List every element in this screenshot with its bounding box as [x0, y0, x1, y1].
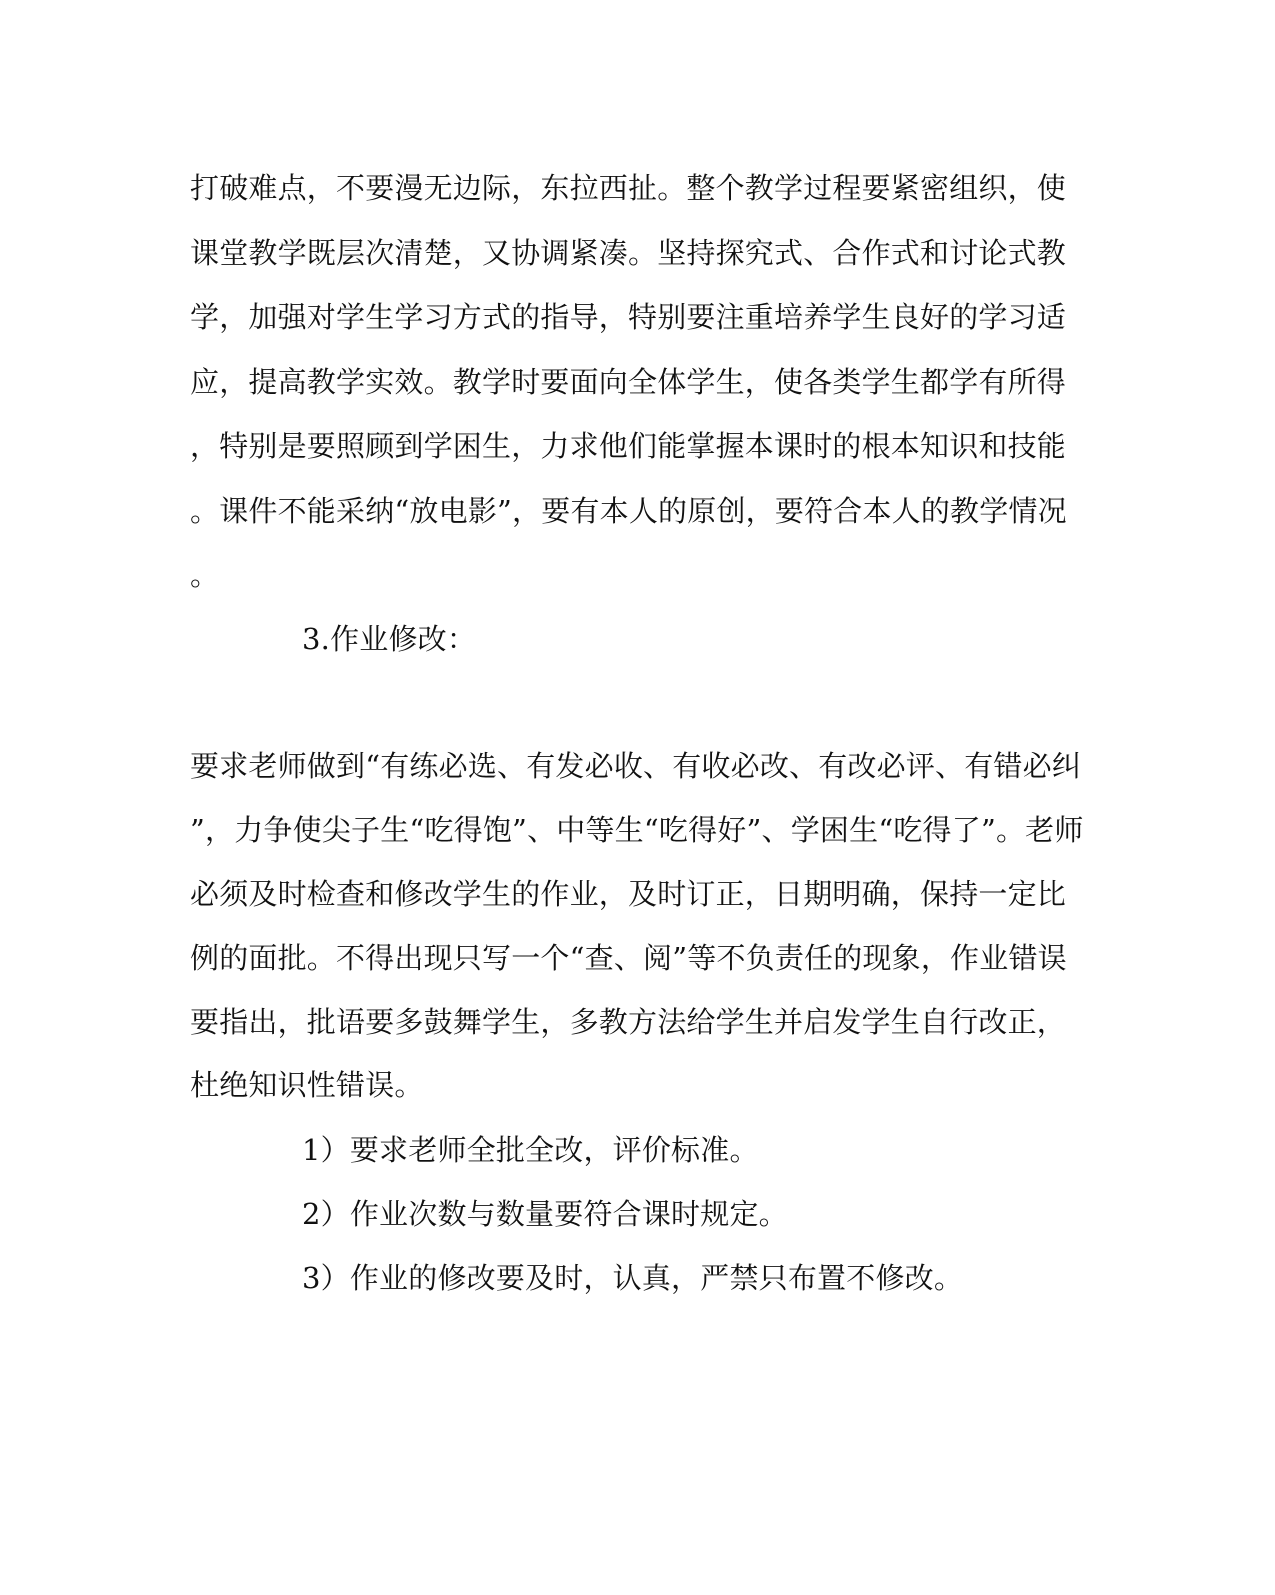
paragraph-line: 。课件不能采纳“放电影”，要有本人的原创，要符合本人的教学情况	[190, 494, 1067, 528]
list-item: 3）作业的修改要及时，认真，严禁只布置不修改。	[302, 1261, 964, 1295]
paragraph-line: 要求老师做到“有练必选、有发必收、有收必改、有改必评、有错必纠	[190, 749, 1082, 783]
paragraph-line: 必须及时检查和修改学生的作业，及时订正，日期明确，保持一定比	[190, 877, 1067, 911]
paragraph-line: ”，力争使尖子生“吃得饱”、中等生“吃得好”、学困生“吃得了”。老师	[190, 813, 1084, 847]
paragraph-line: 例的面批。不得出现只写一个“查、阅”等不负责任的现象，作业错误	[190, 941, 1067, 975]
list-item: 1）要求老师全批全改，评价标准。	[302, 1133, 759, 1167]
paragraph-line: 课堂教学既层次清楚，又协调紧凑。坚持探究式、合作式和讨论式教	[190, 236, 1067, 270]
list-item: 2）作业次数与数量要符合课时规定。	[302, 1197, 788, 1231]
paragraph-line: 打破难点，不要漫无边际，东拉西扯。整个教学过程要紧密组织，使	[190, 171, 1067, 205]
paragraph-line: ，特别是要照顾到学困生，力求他们能掌握本课时的根本知识和技能	[190, 429, 1067, 463]
paragraph-line: 要指出，批语要多鼓舞学生，多教方法给学生并启发学生自行改正，	[190, 1005, 1067, 1039]
paragraph-line: 。	[190, 558, 220, 592]
paragraph-line: 学，加强对学生学习方式的指导，特别要注重培养学生良好的学习适	[190, 300, 1067, 334]
section-heading: 3.作业修改：	[302, 622, 477, 656]
paragraph-line: 应，提高教学实效。教学时要面向全体学生，使各类学生都学有所得	[190, 365, 1067, 399]
paragraph-line: 杜绝知识性错误。	[190, 1068, 424, 1102]
